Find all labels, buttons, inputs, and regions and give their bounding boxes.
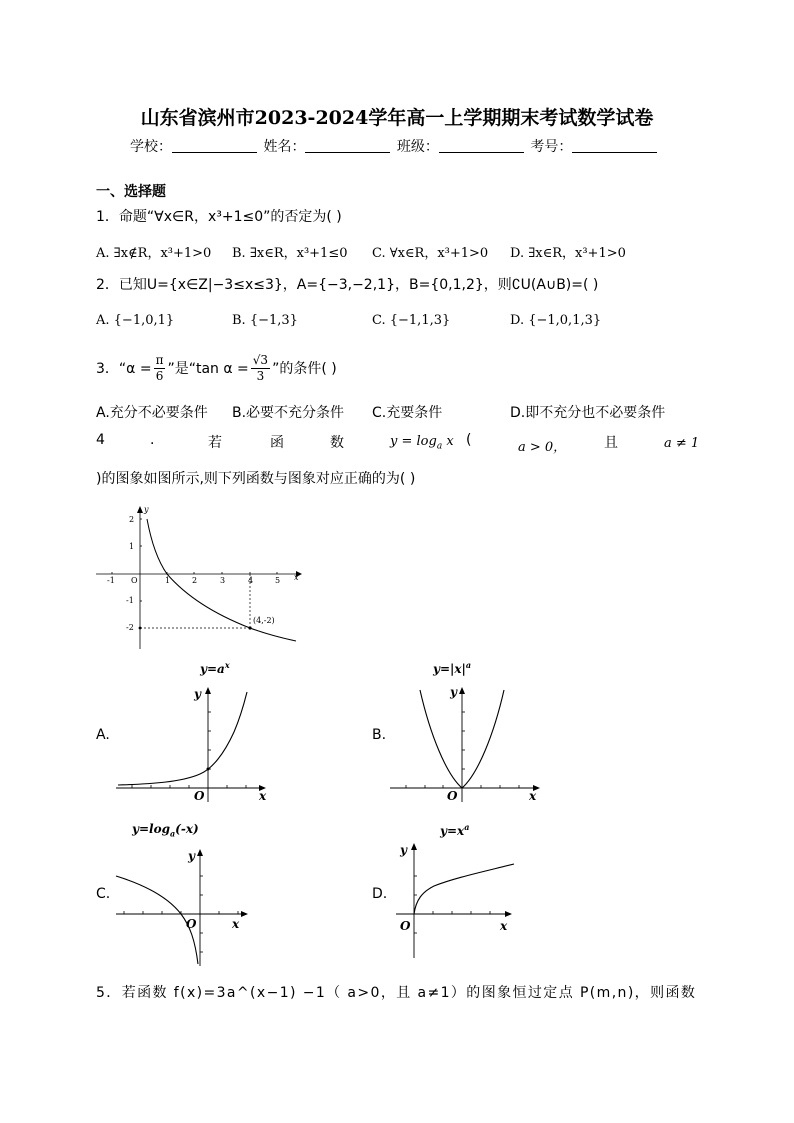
x-axis-label: x (529, 789, 537, 803)
tick-marks (414, 876, 490, 933)
q5-stem: 5．若函数 f(x)=3a^(x−1) −1（ a>0，且 a≠1）的图象恒过定点 P(m,n)，则函数 (96, 985, 697, 1001)
q2-option-a: A. {−1,0,1} (96, 313, 175, 328)
y-axis-label: y (188, 849, 195, 863)
q4-function-var: x (442, 434, 454, 449)
q3-option-d: D.即不充分也不必要条件 (510, 405, 666, 421)
tick-x-neg1: -1 (107, 576, 115, 585)
q2-option-d: D. {−1,0,1,3} (510, 313, 602, 328)
y-axis-arrow (411, 843, 417, 850)
q4-option-b-label: B. (372, 727, 387, 743)
point-y-neg2 (139, 627, 142, 630)
y-axis-arrow (137, 506, 143, 513)
origin-label: O (400, 919, 411, 933)
q4-word-shu: 数 (330, 435, 344, 451)
y-axis-arrow (205, 687, 211, 694)
y-axis-label: y (144, 505, 149, 514)
origin-label: O (186, 917, 197, 931)
number-blank[interactable] (572, 138, 657, 153)
q4-option-a-label: A. (96, 727, 110, 743)
tick-x-2: 2 (192, 576, 198, 585)
power-curve (414, 864, 514, 914)
q4-option-d-label: D. (372, 886, 388, 902)
q3-frac2-den: 3 (256, 368, 265, 383)
name-label: 姓名： (263, 139, 306, 155)
x-axis-label: x (294, 573, 299, 582)
y-axis-label: y (450, 685, 457, 699)
q3-option-b: B.必要不充分条件 (232, 405, 345, 421)
q1-option-a: A. ∃x∉R，x³+1>0 (96, 246, 212, 261)
q3-frac1-num: π (155, 352, 164, 367)
q4-paren-open: ( (466, 432, 472, 448)
tick-x-4: 4 (248, 576, 254, 585)
q4-option-c-title: $y=\log_a(-x)$ (132, 822, 199, 839)
tick-y-1: 1 (129, 542, 135, 551)
student-info-fields (130, 136, 659, 156)
y-axis-label: y (400, 843, 407, 857)
q4-cond-a-positive: a > 0， (518, 440, 567, 455)
q3-frac2-num: √3 (252, 352, 269, 367)
q4-option-d-graph (392, 838, 522, 962)
q3-frac1-den: 6 (155, 368, 164, 383)
q1-option-b: B. ∃x∈R，x³+1≤0 (232, 246, 348, 261)
q3-stem (96, 346, 337, 390)
x-axis-label: x (259, 789, 267, 803)
q3-stem-post: ”的条件( ) (272, 361, 337, 377)
q4-stem-line2: )的图象如图所示,则下列函数与图象对应正确的为( ) (96, 471, 416, 487)
page-title: 山东省滨州市2023-2024学年高一上学期期末考试数学试卷 (140, 107, 654, 129)
q2-option-b: B. {−1,3} (232, 313, 298, 328)
exp-curve (118, 692, 247, 785)
q3-fraction-tan (251, 353, 270, 384)
tick-marks (132, 712, 246, 788)
x-axis-label: x (500, 919, 508, 933)
q3-option-a: A.充分不必要条件 (96, 405, 208, 421)
point-4-neg2 (248, 626, 251, 629)
tick-x-5: 5 (275, 576, 281, 585)
class-label: 班级： (396, 139, 439, 155)
name-blank[interactable] (305, 138, 390, 153)
tick-y-neg1: -1 (126, 596, 134, 605)
tick-y-neg2: -2 (126, 623, 134, 632)
tick-marks (406, 712, 519, 788)
x-axis-arrow (505, 911, 512, 917)
q4-option-d-title: $y=x^a$ (440, 822, 470, 838)
q4-option-b-title: $y=|x|^a$ (433, 660, 472, 676)
q4-dot: . (150, 432, 155, 448)
q4-option-c-label: C. (96, 886, 111, 902)
y-axis-arrow (459, 687, 465, 694)
number-label: 考号： (530, 139, 573, 155)
q4-option-a-graph (112, 684, 274, 806)
x-axis-arrow (241, 911, 248, 917)
q1-option-d: D. ∃x∈R，x³+1>0 (510, 246, 626, 261)
point-label: (4,-2) (253, 616, 275, 625)
q1-option-c: C. ∀x∈R，x³+1>0 (372, 246, 489, 261)
q3-fraction-alpha (154, 353, 166, 384)
origin-label: O (447, 789, 458, 803)
q3-option-c: C.充要条件 (372, 405, 443, 421)
school-blank[interactable] (172, 138, 257, 153)
q4-log-graph (96, 504, 308, 652)
tick-y-2: 2 (129, 515, 135, 524)
origin-label: O (194, 789, 205, 803)
origin-label: O (131, 576, 138, 585)
q3-stem-pre: 3．“α = (96, 361, 152, 377)
q4-function (390, 434, 454, 452)
intercept-point (207, 768, 210, 771)
q2-option-c: C. {−1,1,3} (372, 313, 451, 328)
class-blank[interactable] (439, 138, 524, 153)
q2-stem: 2．已知U={x∈Z|−3≤x≤3}，A={−3,−2,1}，B={0,1,2}，则∁U(A∪B)=( ) (96, 277, 599, 293)
q4-option-b-graph (386, 684, 548, 806)
tick-marks (112, 519, 277, 628)
x-axis-label: x (232, 917, 240, 931)
q4-word-ruo: 若 (208, 435, 222, 451)
q4-function-text: y = log (390, 434, 437, 449)
q4-word-qie: 且 (604, 435, 618, 451)
q4-option-a-title: $y=a^x$ (200, 660, 230, 676)
section-heading: 一、选择题 (96, 184, 166, 200)
tick-x-1: 1 (165, 576, 171, 585)
q4-number: 4 (96, 432, 105, 448)
q4-function-base: a (436, 441, 443, 452)
q1-stem: 1．命题“∀x∈R，x³+1≤0”的否定为( ) (96, 209, 342, 225)
tick-x-3: 3 (220, 576, 226, 585)
q4-option-c-graph (112, 844, 262, 968)
y-axis-arrow (197, 849, 203, 856)
q4-word-han: 函 (270, 435, 284, 451)
school-label: 学校： (130, 139, 172, 155)
q4-cond-a-not-one: a ≠ 1 (664, 436, 700, 451)
q3-stem-mid: ”是“tan α = (167, 361, 249, 377)
y-axis-label: y (194, 687, 201, 701)
